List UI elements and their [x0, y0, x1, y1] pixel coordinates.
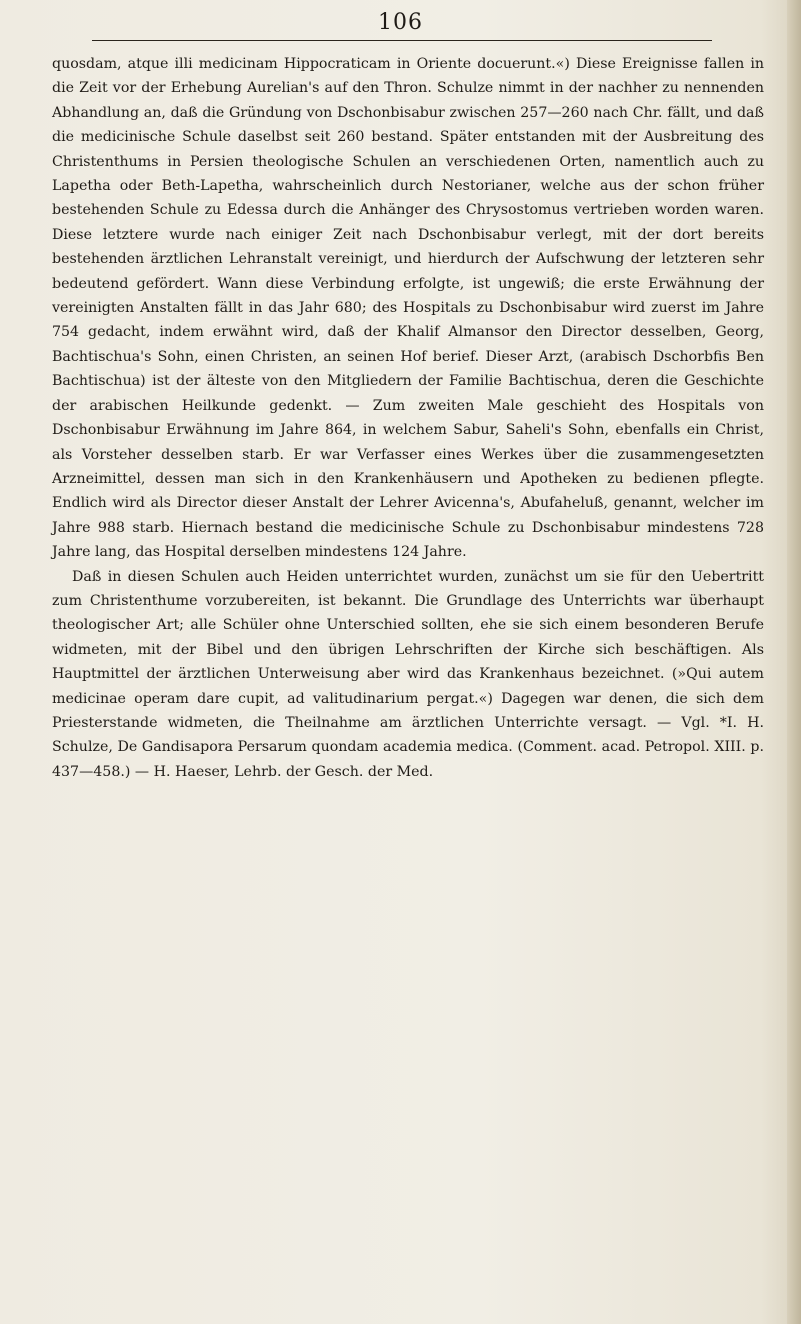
paragraph: quosdam, atque illi medicinam Hippocraticam in Oriente docuerunt.«) Diese Ereignisse fallen in die Zeit vor der Erhebung Aurelian's auf den Thron. Schulze nimmt in der nachher zu nennenden Abhandlung an, daß die Gründung von Dschonbisabur zwischen 257—260 nach Chr. fällt, und daß die medicinische Schule daselbst seit 260 bestand. Später entstanden mit der Ausbreitung des Christenthums in Persien theologische Schulen an verschiedenen Orten, namentlich auch zu Lapetha oder Beth-Lapetha, wahrscheinlich durch Nestorianer, welche aus der schon früher bestehenden Schule zu Edessa durch die Anhänger des Chrysostomus vertrieben worden waren. Diese letztere wurde nach einiger Zeit nach Dschonbisabur verlegt, mit der dort bereits bestehenden ärztlichen Lehranstalt vereinigt, und hierdurch der Aufschwung der letzteren sehr bedeutend gefördert. Wann diese Verbindung erfolgte, ist ungewiß; die erste Erwähnung der vereinigten Anstalten fällt in das Jahr 680; des Hospitals zu Dschonbisabur wird zuerst im Jahre 754 gedacht, indem erwähnt wird, daß der Khalif Almansor den Director desselben, Georg, Bachtischua's Sohn, einen Christen, an seinen Hof berief. Dieser Arzt, (arabisch Dschorbfis Ben Bachtischua) ist der älteste von den Mitgliedern der Familie Bachtischua, deren die Geschichte der arabischen Heilkunde gedenkt. — Zum zweiten Male geschieht des Hospitals von Dschonbisabur Erwähnung im Jahre 864, in welchem Sabur, Saheli's Sohn, ebenfalls ein Christ, als Vorsteher desselben starb. Er war Verfasser eines Werkes über die zusammengesetzten Arzneimittel, dessen man sich in den Krankenhäusern und Apotheken zu bedienen pflegte. Endlich wird als Director dieser Anstalt der Lehrer Avicenna's, Abufaheluß, genannt, welcher im Jahre 988 starb. Hiernach bestand die medicinische Schule zu Dschonbisabur mindestens 728 Jahre lang, das Hospital derselben mindestens 124 Jahre. [52, 56, 764, 561]
header-rule [92, 40, 712, 41]
body-text [52, 52, 764, 784]
page-edge [787, 0, 801, 1324]
paragraph: Daß in diesen Schulen auch Heiden unterrichtet wurden, zunächst um sie für den Uebertritt zum Christenthume vorzubereiten, ist bekannt. Die Grundlage des Unterrichts war überhaupt theologischer Art; alle Schüler ohne Unterschied sollten, ehe sie sich einem besonderen Berufe widmeten, mit der Bibel und den übrigen Lehrschriften der Kirche sich beschäftigen. Als Hauptmittel der ärztlichen Unterweisung aber wird das Krankenhaus bezeichnet. (»Qui autem medicinae operam dare cupit, ad valitudinarium pergat.«) Dagegen war denen, die sich dem Priesterstande widmeten, die Theilnahme am ärztlichen Unterrichte versagt. — Vgl. *I. H. Schulze, De Gandisapora Persarum quondam academia medica. (Comment. acad. Petropol. XIII. p. 437—458.) — H. Haeser, Lehrb. der Gesch. der Med. [52, 568, 764, 780]
page-number: 106 [378, 10, 423, 35]
